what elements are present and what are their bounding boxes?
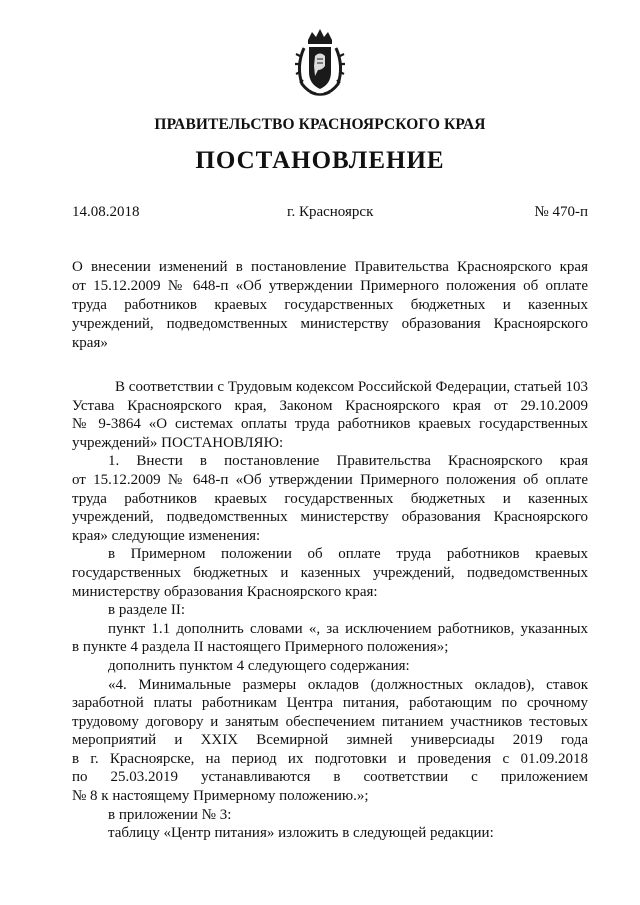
body-line: № 9-3864 «О системах оплаты труда работников краевых государственных — [72, 416, 588, 433]
organization-title: ПРАВИТЕЛЬСТВО КРАСНОЯРСКОГО КРАЯ — [154, 116, 486, 133]
body-line: № 8 к настоящему Примерному положению.»; — [72, 788, 369, 805]
krasnoyarsk-coat-of-arms-icon — [294, 26, 346, 98]
body-line: учреждений» ПОСТАНОВЛЯЮ: — [72, 434, 284, 451]
document-body — [72, 378, 588, 843]
body-line: Устава Красноярского края, Законом Красноярского края от 29.10.2009 — [72, 397, 588, 414]
subject-line: края» — [72, 335, 108, 351]
body-line: пункт 1.1 дополнить словами «, за исключением работников, указанных — [108, 620, 588, 637]
body-line: трудовому договору и занятым обеспечением питанием участников тестовых — [72, 713, 588, 730]
body-line: края» следующие изменения: — [72, 527, 261, 544]
body-line: в приложении № 3: — [108, 806, 232, 823]
document-date: 14.08.2018 — [72, 204, 140, 220]
body-line: таблицу «Центр питания» изложить в следующей редакции: — [108, 825, 494, 842]
body-line: труда работников краевых государственных бюджетных и казенных — [72, 490, 588, 507]
body-line: по 25.03.2019 устанавливаются в соответствии с приложением — [72, 769, 588, 786]
document-number: № 470-п — [534, 204, 588, 220]
body-line: в Примерном положении об оплате труда работников краевых — [108, 546, 588, 563]
body-line: мероприятий и XXIX Всемирной зимней универсиады 2019 года — [72, 732, 588, 749]
subject-line: труда работников краевых государственных бюджетных и казенных — [72, 297, 588, 313]
body-line: в г. Красноярске, на период их подготовки и проведения с 01.09.2018 — [72, 750, 588, 767]
document-meta-row — [72, 204, 588, 224]
document-type-heading: ПОСТАНОВЛЕНИЕ — [195, 147, 445, 174]
document-city: г. Красноярск — [287, 204, 374, 220]
body-line: министерству образования Красноярского края: — [72, 583, 378, 600]
body-line: В соответствии с Трудовым кодексом Российской Федерации, статьей 103 — [115, 379, 588, 395]
body-line: 1. Внести в постановление Правительства Красноярского края — [108, 453, 588, 470]
subject-line: О внесении изменений в постановление Правительства Красноярского края — [72, 259, 588, 275]
body-line: в пункте 4 раздела II настоящего Примерного положения»; — [72, 639, 449, 656]
subject-line: от 15.12.2009 № 648-п «Об утверждении Примерного положения об оплате — [72, 278, 588, 294]
body-line: от 15.12.2009 № 648-п «Об утверждении Примерного положения об оплате — [72, 471, 588, 488]
body-line: государственных бюджетных и казенных учреждений, подведомственных — [72, 564, 588, 581]
body-line: «4. Минимальные размеры окладов (должностных окладов), ставок — [108, 676, 588, 693]
body-line: в разделе II: — [108, 602, 185, 619]
body-line: дополнить пунктом 4 следующего содержания: — [108, 657, 410, 674]
subject-line: учреждений, подведомственных министерству образования Красноярского — [72, 316, 588, 332]
body-line: учреждений, подведомственных министерству образования Красноярского — [72, 509, 588, 526]
body-line: заработной платы работникам Центра питания, работающим по срочному — [72, 695, 588, 712]
document-subject — [72, 258, 588, 353]
